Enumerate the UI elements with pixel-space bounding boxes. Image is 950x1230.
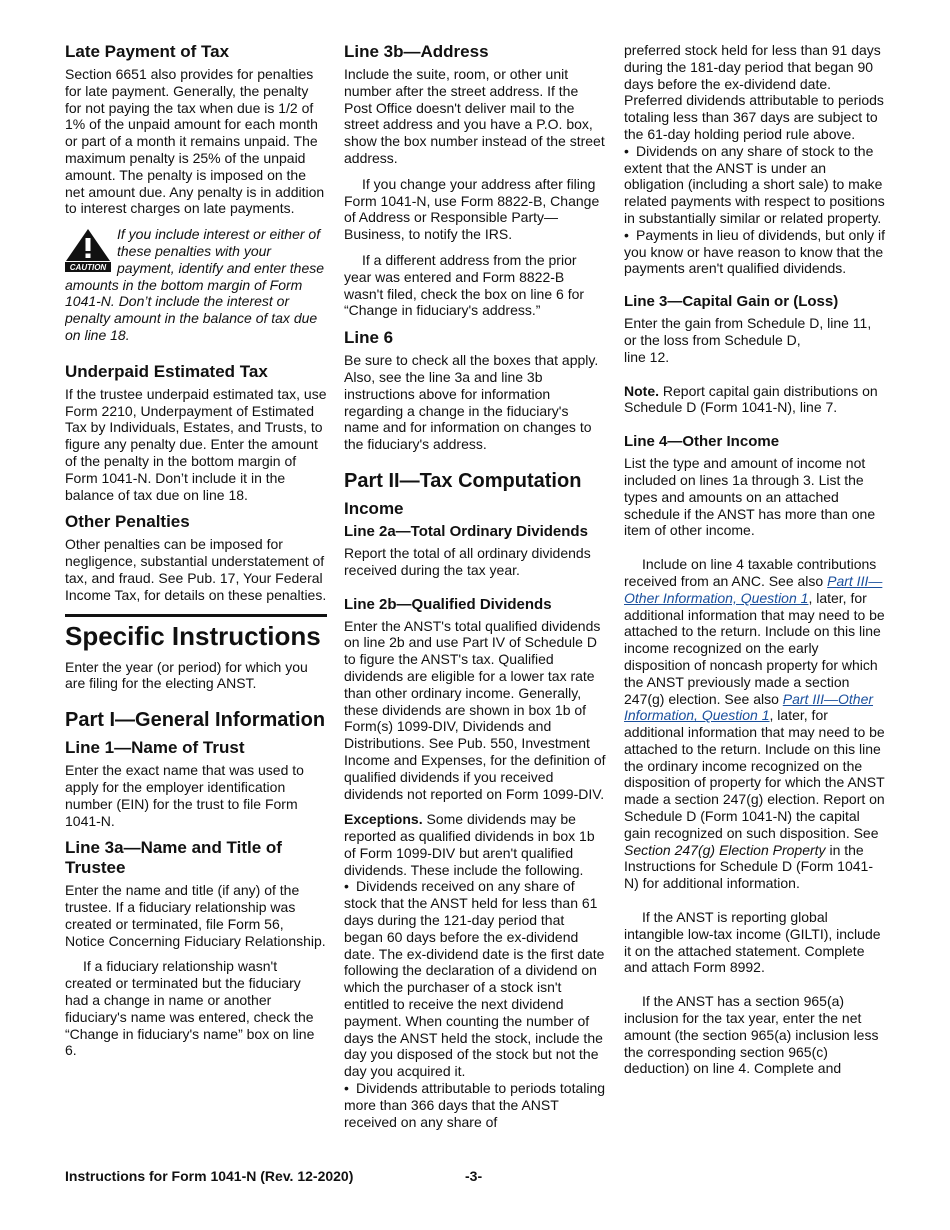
caution-icon-label: CAUTION xyxy=(69,263,107,273)
heading-part-2: Part II—Tax Computation xyxy=(344,469,582,492)
page-number: -3- xyxy=(465,1168,483,1184)
caution-text: If you include interest or either of these penalties with your payment, identify and enter these amounts in the bottom margin of Form 1041-N. Don’t include the interest or penalty amount in the balance of tax due on line 18. xyxy=(65,226,325,343)
line-2a-text: Report the total of all ordinary dividends received during the tax year. xyxy=(344,544,591,578)
list-item: • Dividends received on any share of stock that the ANST held for less than 61 days during the 121-day period that began 60 days before the ex-dividend date. The ex-dividend date is the first date following the declaration of a dividend on which the purchaser of a stock isn't entitled to receive the next dividend payment. When counting the number of days the ANST held the stock, include the day you disposed of the stock but not the day you acquired it. xyxy=(344,878,605,1080)
line-3-text: Enter the gain from Schedule D, line 11, or the loss from Schedule D, xyxy=(624,315,872,348)
caution-icon xyxy=(65,228,111,272)
exceptions-bullet-4: Payments in lieu of dividends, but only if you know or have reason to know that the payments aren't qualified dividends. xyxy=(624,226,886,277)
line-3b-text-3: If a different address from the prior year was entered and Form 8822-B wasn't filed, check the box on line 6 for “Change in fiduciary's address.” xyxy=(344,251,585,319)
line-4-text-2 xyxy=(624,556,886,892)
line-4-text-4: If the ANST has a section 965(a) inclusion for the tax year, enter the net amount (the section 965(a) inclusion less the corresponding section 965(c) deduction) on line 4. Complete and xyxy=(624,993,879,1077)
heading-other-penalties: Other Penalties xyxy=(65,512,190,532)
note-text: Report capital gain distributions on Schedule D (Form 1041-N), line 7. xyxy=(624,382,878,416)
line-3b-text-2: If you change your address after filing Form 1041-N, use Form 8822-B, Change of Address or Responsible Party—Business, to notify the IRS. xyxy=(344,175,600,243)
column-3 xyxy=(624,42,886,1086)
caution-note xyxy=(65,226,327,344)
list-item: • Dividends attributable to periods totaling more than 366 days that the ANST received on any share of xyxy=(344,1080,606,1130)
heading-underpaid: Underpaid Estimated Tax xyxy=(65,361,268,381)
line-2b-text: Enter the ANST's total qualified dividends on line 2b and use Part IV of Schedule D to figure the ANST's tax. Qualified dividends are eligible for a lower tax rate than other ordinary income. Generally, these dividends are shown in box 1b of Form(s) 1099-DIV, Dividends and Distributions. See Pub. 550, Investment Income and Expenses, for the definition of qualified dividends if you received dividends not reported on Form 1099-DIV. xyxy=(344,617,606,802)
heading-line-6: Line 6 xyxy=(344,328,394,348)
line-4-text-1: List the type and amount of income not included on lines 1a through 3. List the types and amounts on an attached schedule if the ANST has more than one item of other income. xyxy=(624,455,876,539)
underpaid-text: If the trustee underpaid estimated tax, use Form 2210, Underpayment of Estimated Tax by Individuals, Estates, and Trusts, to figure any penalty due. Enter the amount of the penalty in the bottom margin of Form 1041-N. Don’t include it in the balance of tax due on line 18. xyxy=(65,385,327,503)
column-1 xyxy=(65,42,327,1068)
list-item: • Dividends on any share of stock to the extent that the ANST is under an obligation (including a short sale) to make related payments with respect to positions in substantially similar or related property. xyxy=(624,142,885,226)
footer-form-title: Instructions for Form 1041-N (Rev. 12-2020) xyxy=(65,1168,354,1184)
line-4-text-2d: in the Instructions for Schedule D (Form 1041-N) for additional information. xyxy=(624,841,873,892)
line-6-text: Be sure to check all the boxes that apply. Also, see the line 3a and line 3b instructions above for information regarding a change in the fiduciary's name and for information on changes to the fiduciary's address. xyxy=(344,352,599,453)
part-3-question-1-link[interactable]: Part III—Other Information, Question 1 xyxy=(624,690,874,724)
late-payment-text: Section 6651 also provides for penalties for late payment. Generally, the penalty for not paying the tax when due is 1/2 of 1% of the unpaid amount for each month or part of a month it remains unpaid. The maximum penalty is 25% of the unpaid amount. The penalty is imposed on the net amount due. Any penalty is in addition to interest charges on late payments. xyxy=(65,66,325,217)
section-247g-reference: Section 247(g) Election Property xyxy=(624,841,826,858)
heading-late-payment: Late Payment of Tax xyxy=(65,42,230,61)
heading-income: Income xyxy=(344,498,404,518)
line-3a-text-1: Enter the name and title (if any) of the trustee. If a fiduciary relationship was created or terminated, file Form 56, Notice Concerning Fiduciary Relationship. xyxy=(65,882,326,949)
heading-line-1: Line 1—Name of Trust xyxy=(65,738,245,758)
heading-line-3b: Line 3b—Address xyxy=(344,42,489,61)
note-paragraph xyxy=(624,383,886,417)
part-3-question-1-link[interactable]: Part III—Other Information, Question 1 xyxy=(624,572,883,606)
line-3a-text-2: If a fiduciary relationship wasn't created or terminated but the fiduciary had a change in name or another fiduciary's name was entered, check the “Change in fiduciary's name” box on line 6. xyxy=(65,958,315,1059)
line-1-text: Enter the exact name that was used to apply for the employer identification number (EIN) for the trust to file Form 1041-N. xyxy=(65,762,304,829)
note-label: Note. xyxy=(624,382,659,399)
heading-line-2a: Line 2a—Total Ordinary Dividends xyxy=(344,522,588,540)
specific-instructions-text: Enter the year (or period) for which you are filing for the electing ANST. xyxy=(65,658,308,692)
list-item: • Payments in lieu of dividends, but only if you know or have reason to know that the payments aren't qualified dividends. xyxy=(624,226,886,277)
exceptions-bullet-3: Dividends on any share of stock to the extent that the ANST is under an obligation (including a short sale) to make related payments with respect to positions in substantially similar or related property. xyxy=(624,142,885,226)
exceptions-label: Exceptions. xyxy=(344,811,423,828)
line-3-text-b: line 12. xyxy=(624,348,670,365)
heading-line-3: Line 3—Capital Gain or (Loss) xyxy=(624,293,839,311)
exceptions-bullet-1: Dividends received on any share of stock that the ANST held for less than 61 days during the 121-day period that began 60 days before the ex-dividend date. The ex-dividend date is the first date following the declaration of a dividend on which the purchaser of a stock isn't entitled to receive the next dividend payment. When counting the number of days the ANST held the stock, include the day you disposed of the stock but not the day you acquired it. xyxy=(344,878,605,1080)
exceptions-paragraph xyxy=(344,811,606,878)
heading-specific-instructions: Specific Instructions xyxy=(65,614,327,651)
exceptions-bullet-2: Dividends attributable to periods totaling more than 366 days that the ANST received on any share of xyxy=(344,1080,606,1130)
heading-line-3a: Line 3a—Name and Title of Trustee xyxy=(65,838,282,878)
heading-line-2b: Line 2b—Qualified Dividends xyxy=(344,595,552,613)
line-4-text-3: If the ANST is reporting global intangible low-tax income (GILTI), include it on the attached statement. Complete and attach Form 8992. xyxy=(624,909,881,976)
line-4-text-2a: Include on line 4 taxable contributions received from an ANC. See also xyxy=(624,556,877,589)
heading-part-1: Part I—General Information xyxy=(65,709,326,732)
line-4-text-2b: , later, for additional information that may need to be attached to the return. Include on this line income recognized on the early disposition of noncash property for which the ANST previously made a section 247(g) election. See also xyxy=(624,589,885,707)
column-2 xyxy=(344,42,606,1130)
exceptions-text: Some dividends may be reported as qualified dividends in box 1b of Form 1099-DIV but aren't qualified dividends. These include the following. xyxy=(344,811,595,878)
heading-line-4: Line 4—Other Income xyxy=(624,433,780,451)
line-4-text-2c: , later, for additional information that may need to be attached to the return. Include on this line the ordinary income recognized on the disposition of property for which the ANST made a section 247(g) election. Report on Schedule D (Form 1041-N) the capital gain recognized on such disposition. See xyxy=(624,707,885,841)
line-3b-text-1: Include the suite, room, or other unit number after the street address. If the Post Office doesn't deliver mail to the street address and you have a P.O. box, show the box number instead of the street address. xyxy=(344,66,605,166)
other-penalties-text: Other penalties can be imposed for negligence, substantial understatement of tax, and fraud. See Pub. 17, Your Federal Income Tax, for details on these penalties. xyxy=(65,536,327,603)
continued-text: preferred stock held for less than 91 days during the 181-day period that began 90 days before the ex-dividend date. Preferred dividends attributable to periods totaling less than 367 days are subject to the 61-day holding period rule above. xyxy=(624,42,884,142)
